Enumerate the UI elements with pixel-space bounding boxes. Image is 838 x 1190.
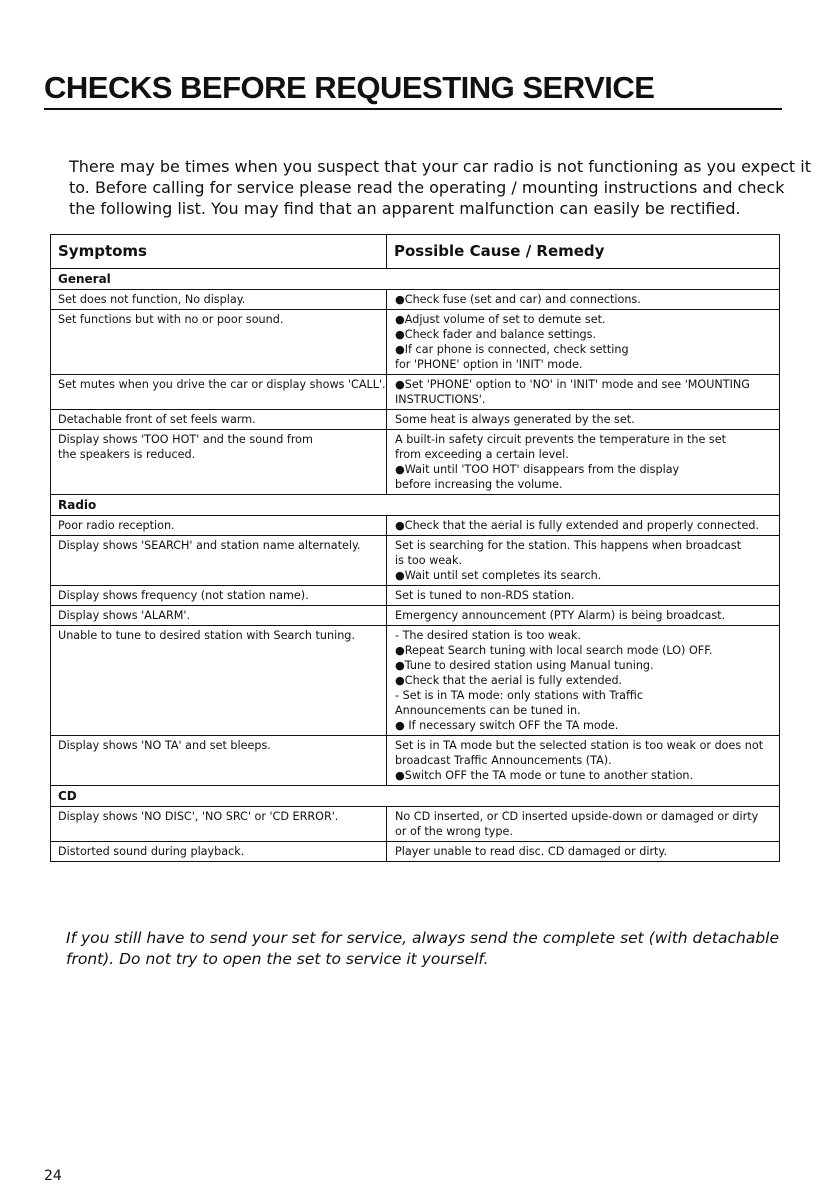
header-symptoms: Symptoms: [51, 235, 387, 268]
symptom-line: Display shows 'SEARCH' and station name alternately.: [58, 539, 361, 552]
remedy-line: before increasing the volume.: [395, 478, 563, 491]
remedy-line: broadcast Traffic Announcements (TA).: [395, 754, 612, 767]
remedy-line: ● If necessary switch OFF the TA mode.: [395, 719, 619, 732]
table-row: [51, 842, 779, 861]
remedy-cell: [387, 375, 779, 409]
symptom-cell: [51, 807, 387, 841]
intro-line: the following list. You may find that an apparent malfunction can easily be rectified.: [69, 199, 741, 218]
table-body: [51, 269, 779, 861]
closing-note: [66, 928, 786, 970]
remedy-line: or of the wrong type.: [395, 825, 513, 838]
remedy-line: A built-in safety circuit prevents the temperature in the set: [395, 433, 727, 446]
intro-paragraph: [69, 156, 811, 219]
table-row: [51, 736, 779, 786]
remedy-cell: [387, 626, 779, 735]
symptom-line: Display shows 'NO DISC', 'NO SRC' or 'CD ERROR'.: [58, 810, 339, 823]
page-number: 24: [44, 1168, 62, 1184]
symptom-cell: [51, 736, 387, 785]
remedy-line: Set is searching for the station. This happens when broadcast: [395, 539, 742, 552]
symptom-cell: [51, 290, 387, 309]
section-heading: General: [51, 269, 779, 290]
table-row: [51, 375, 779, 410]
remedy-line: ●Tune to desired station using Manual tuning.: [395, 659, 654, 672]
remedy-line: ●Check that the aerial is fully extended.: [395, 674, 623, 687]
table-header: [51, 235, 779, 269]
closing-line: If you still have to send your set for service, always send the complete set (with detachable: [66, 929, 780, 947]
symptom-line: Display shows 'NO TA' and set bleeps.: [58, 739, 271, 752]
symptom-line: Display shows frequency (not station name).: [58, 589, 309, 602]
remedy-line: ●Set 'PHONE' option to 'NO' in 'INIT' mode and see 'MOUNTING: [395, 378, 750, 391]
section-heading: Radio: [51, 495, 779, 516]
remedy-line: ●Wait until 'TOO HOT' disappears from the display: [395, 463, 680, 476]
remedy-cell: [387, 430, 779, 494]
remedy-cell: [387, 410, 779, 429]
symptom-cell: [51, 626, 387, 735]
table-row: [51, 536, 779, 586]
remedy-cell: [387, 736, 779, 785]
remedy-line: - Set is in TA mode: only stations with Traffic: [395, 689, 644, 702]
symptom-line: Set does not function, No display.: [58, 293, 246, 306]
remedy-line: is too weak.: [395, 554, 463, 567]
symptom-line: Distorted sound during playback.: [58, 845, 245, 858]
remedy-line: ●Wait until set completes its search.: [395, 569, 602, 582]
intro-line: There may be times when you suspect that your car radio is not functioning as you expect it: [69, 157, 811, 176]
page-title: CHECKS BEFORE REQUESTING SERVICE: [44, 70, 655, 105]
troubleshooting-table: [50, 234, 780, 862]
remedy-cell: [387, 310, 779, 374]
table-row: [51, 606, 779, 626]
symptom-cell: [51, 375, 387, 409]
table-row: [51, 807, 779, 842]
remedy-line: INSTRUCTIONS'.: [395, 393, 486, 406]
table-row: [51, 410, 779, 430]
remedy-line: Announcements can be tuned in.: [395, 704, 581, 717]
header-remedy: Possible Cause / Remedy: [394, 242, 605, 260]
symptom-line: Unable to tune to desired station with Search tuning.: [58, 629, 355, 642]
symptom-line: Set functions but with no or poor sound.: [58, 313, 284, 326]
symptom-cell: [51, 310, 387, 374]
remedy-line: Set is tuned to non-RDS station.: [395, 589, 575, 602]
symptom-line: Detachable front of set feels warm.: [58, 413, 256, 426]
symptom-line: Display shows 'TOO HOT' and the sound from: [58, 433, 313, 446]
remedy-cell: [387, 606, 779, 625]
symptom-cell: [51, 516, 387, 535]
section-heading: CD: [51, 786, 779, 807]
remedy-line: from exceeding a certain level.: [395, 448, 569, 461]
symptom-line: Set mutes when you drive the car or display shows 'CALL'.: [58, 378, 386, 391]
remedy-cell: [387, 586, 779, 605]
table-row: [51, 290, 779, 310]
remedy-line: for 'PHONE' option in 'INIT' mode.: [395, 358, 583, 371]
remedy-line: No CD inserted, or CD inserted upside-down or damaged or dirty: [395, 810, 759, 823]
remedy-line: Player unable to read disc. CD damaged or dirty.: [395, 845, 668, 858]
remedy-line: Set is in TA mode but the selected station is too weak or does not: [395, 739, 764, 752]
table-row: [51, 586, 779, 606]
remedy-cell: [387, 290, 779, 309]
remedy-line: - The desired station is too weak.: [395, 629, 581, 642]
remedy-line: Some heat is always generated by the set.: [395, 413, 635, 426]
remedy-line: ●Adjust volume of set to demute set.: [395, 313, 606, 326]
remedy-line: Emergency announcement (PTY Alarm) is being broadcast.: [395, 609, 726, 622]
symptom-cell: [51, 606, 387, 625]
title-rule: [44, 108, 782, 110]
remedy-cell: [387, 807, 779, 841]
remedy-line: ●Check fuse (set and car) and connections.: [395, 293, 641, 306]
intro-line: to. Before calling for service please read the operating / mounting instructions and check: [69, 178, 785, 197]
symptom-cell: [51, 842, 387, 861]
table-row: [51, 626, 779, 736]
closing-line: front). Do not try to open the set to service it yourself.: [66, 950, 489, 968]
symptom-cell: [51, 430, 387, 494]
symptom-cell: [51, 536, 387, 585]
remedy-cell: [387, 536, 779, 585]
table-row: [51, 310, 779, 375]
table-row: [51, 516, 779, 536]
symptom-line: Display shows 'ALARM'.: [58, 609, 191, 622]
symptom-cell: [51, 586, 387, 605]
symptom-line: the speakers is reduced.: [58, 448, 196, 461]
remedy-cell: [387, 516, 779, 535]
remedy-line: ●Switch OFF the TA mode or tune to another station.: [395, 769, 694, 782]
remedy-line: ●Check fader and balance settings.: [395, 328, 597, 341]
remedy-line: ●Repeat Search tuning with local search mode (LO) OFF.: [395, 644, 713, 657]
remedy-line: ●Check that the aerial is fully extended and properly connected.: [395, 519, 760, 532]
remedy-line: ●If car phone is connected, check setting: [395, 343, 629, 356]
table-row: [51, 430, 779, 495]
symptom-line: Poor radio reception.: [58, 519, 175, 532]
remedy-cell: [387, 842, 779, 861]
symptom-cell: [51, 410, 387, 429]
